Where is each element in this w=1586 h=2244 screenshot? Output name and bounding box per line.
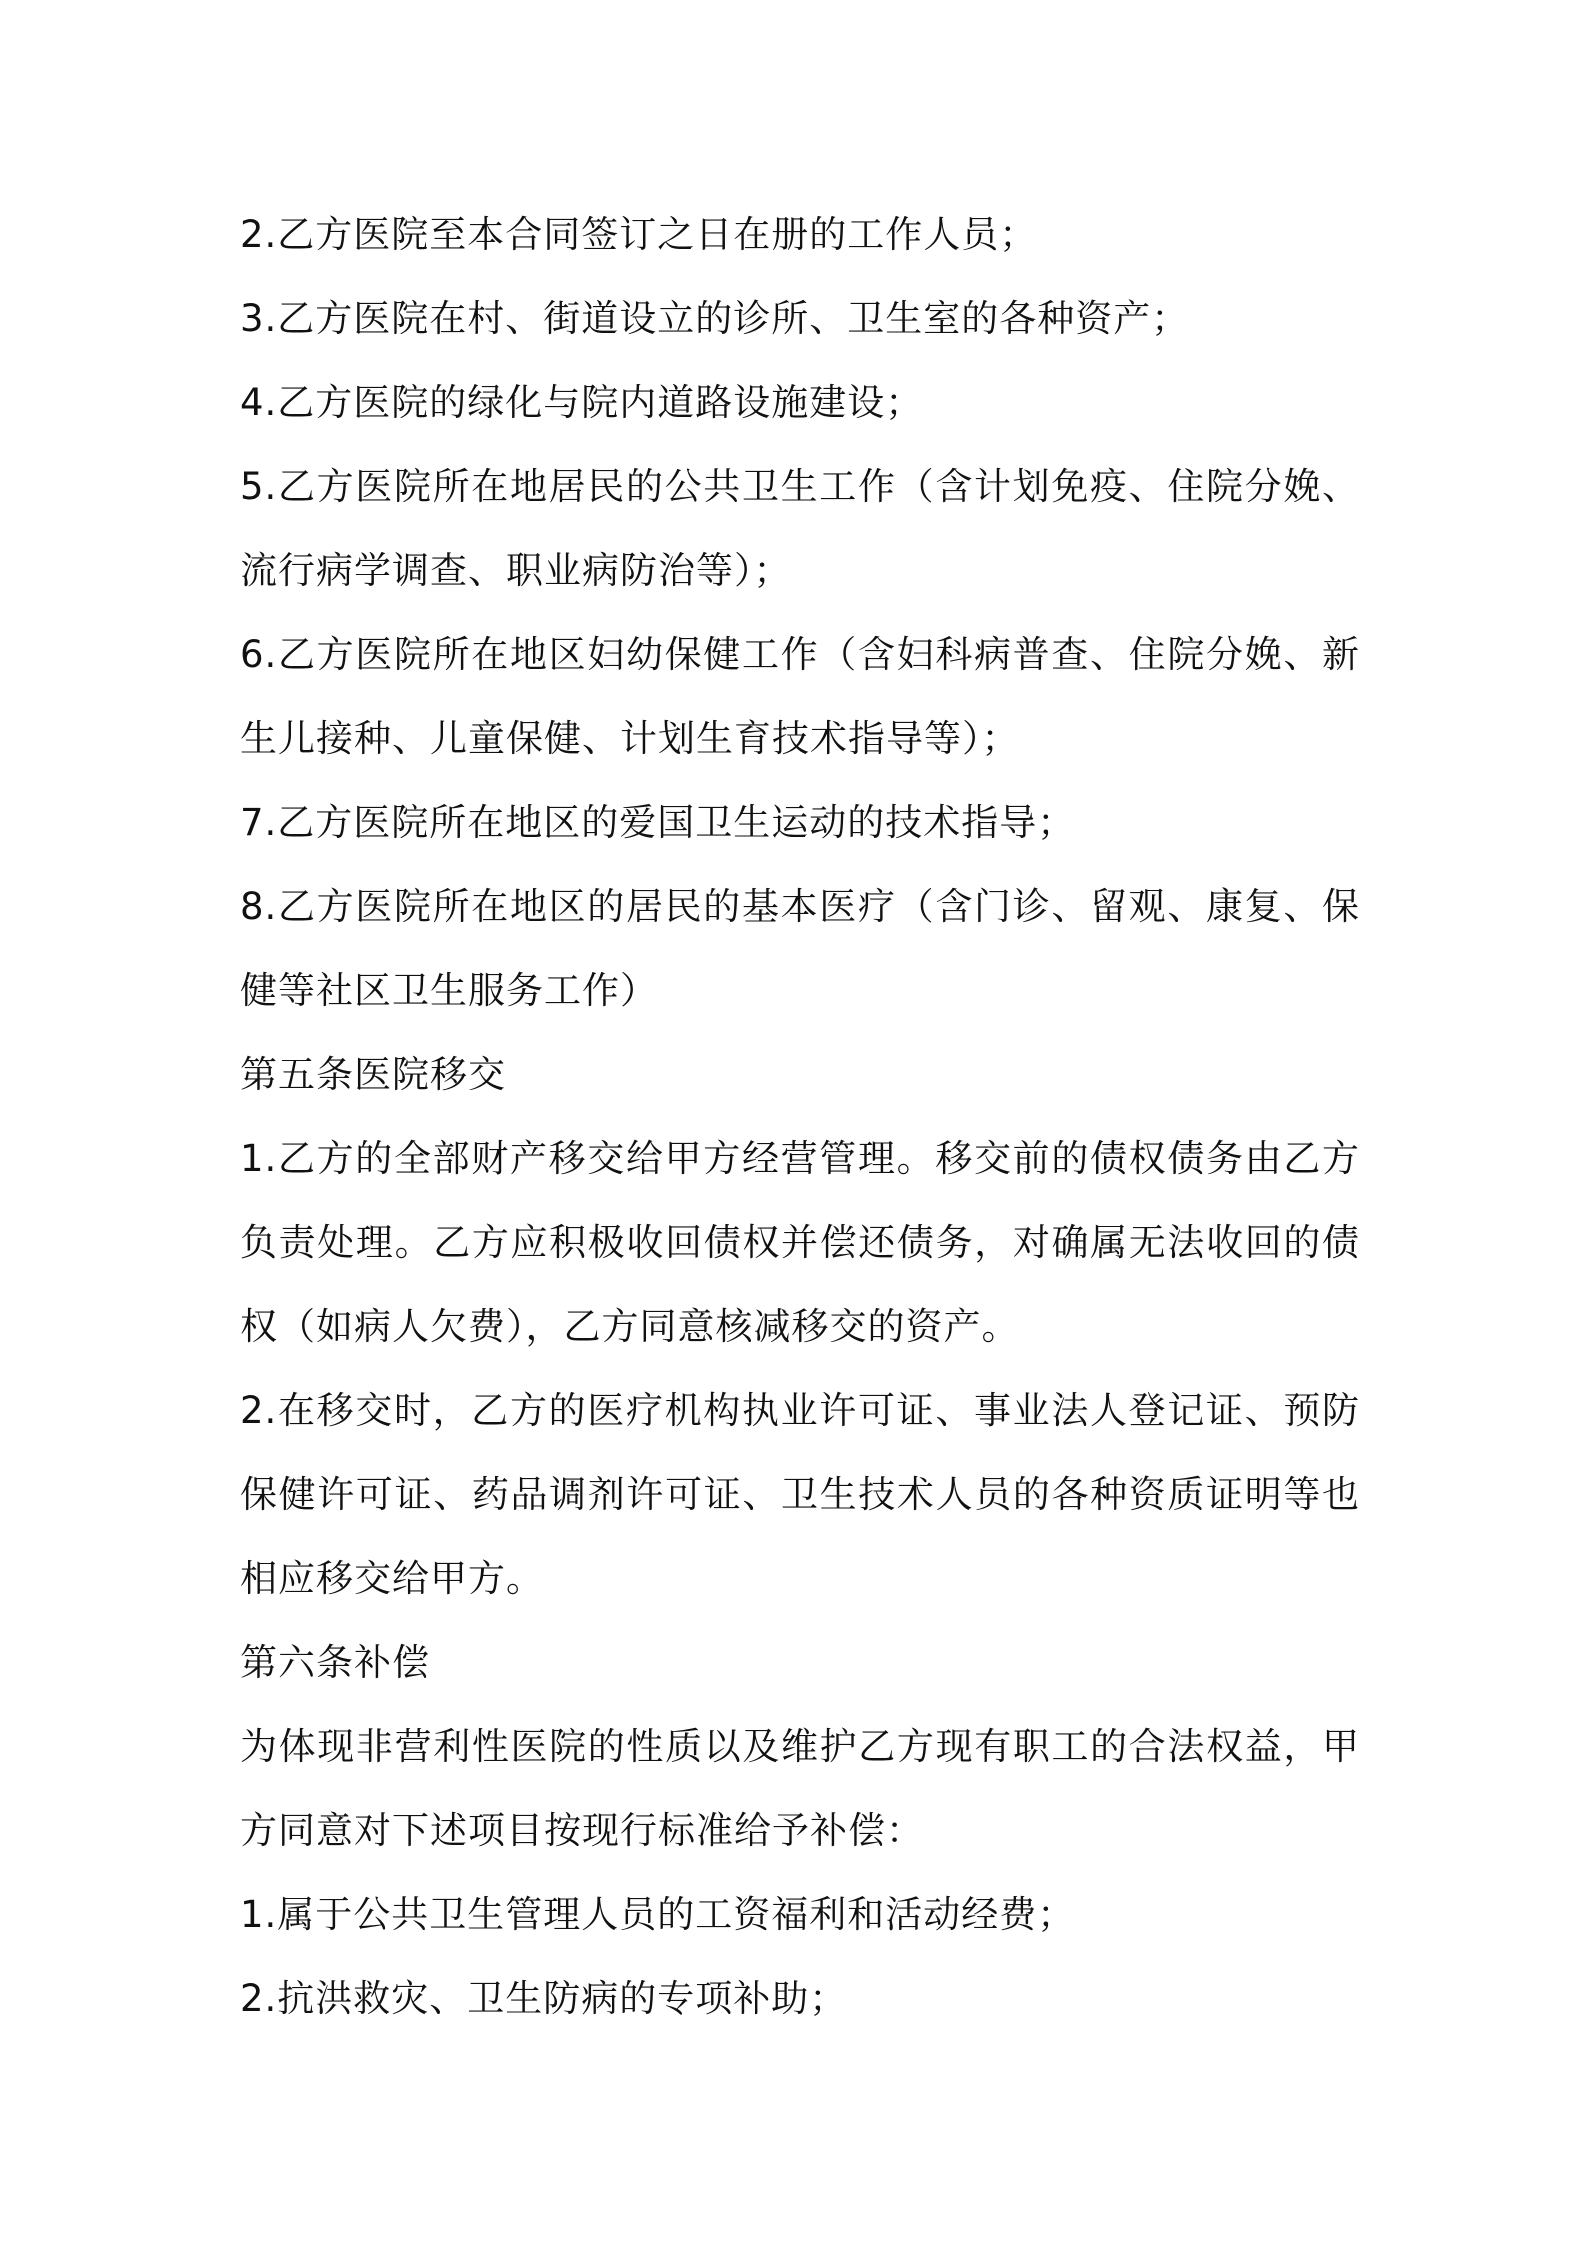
list-item-7: 7.乙方医院所在地区的爱国卫生运动的技术指导； bbox=[240, 801, 1076, 844]
article-5-item-1: 1.乙方的全部财产移交给甲方经营管理。移交前的债权债务由乙方负责处理。乙方应积极收回债权并偿还债务，对确属无法收回的债权（如病人欠费），乙方同意核减移交的资产。 bbox=[240, 1137, 1360, 1348]
list-item-5: 5.乙方医院所在地居民的公共卫生工作（含计划免疫、住院分娩、流行病学调查、职业病防治等）； bbox=[240, 465, 1360, 592]
list-item-6: 6.乙方医院所在地区妇幼保健工作（含妇科病普查、住院分娩、新生儿接种、儿童保健、计划生育技术指导等）； bbox=[240, 633, 1360, 760]
document-body bbox=[240, 193, 1360, 2041]
list-item-2: 2.乙方医院至本合同签订之日在册的工作人员； bbox=[240, 213, 1038, 256]
section-heading-article-6: 第六条补偿 bbox=[240, 1641, 430, 1684]
section-heading-article-5: 第五条医院移交 bbox=[240, 1053, 506, 1096]
list-item-3: 3.乙方医院在村、街道设立的诊所、卫生室的各种资产； bbox=[240, 297, 1190, 340]
list-item-8: 8.乙方医院所在地区的居民的基本医疗（含门诊、留观、康复、保健等社区卫生服务工作） bbox=[240, 885, 1360, 1012]
article-5-item-2: 2.在移交时，乙方的医疗机构执业许可证、事业法人登记证、预防保健许可证、药品调剂许可证、卫生技术人员的各种资质证明等也相应移交给甲方。 bbox=[240, 1389, 1360, 1600]
article-6-item-2: 2.抗洪救灾、卫生防病的专项补助； bbox=[240, 1977, 848, 2020]
article-6-intro: 为体现非营利性医院的性质以及维护乙方现有职工的合法权益，甲方同意对下述项目按现行标准给予补偿： bbox=[240, 1725, 1360, 1852]
article-6-item-1: 1.属于公共卫生管理人员的工资福利和活动经费； bbox=[240, 1893, 1076, 1936]
list-item-4: 4.乙方医院的绿化与院内道路设施建设； bbox=[240, 381, 924, 424]
